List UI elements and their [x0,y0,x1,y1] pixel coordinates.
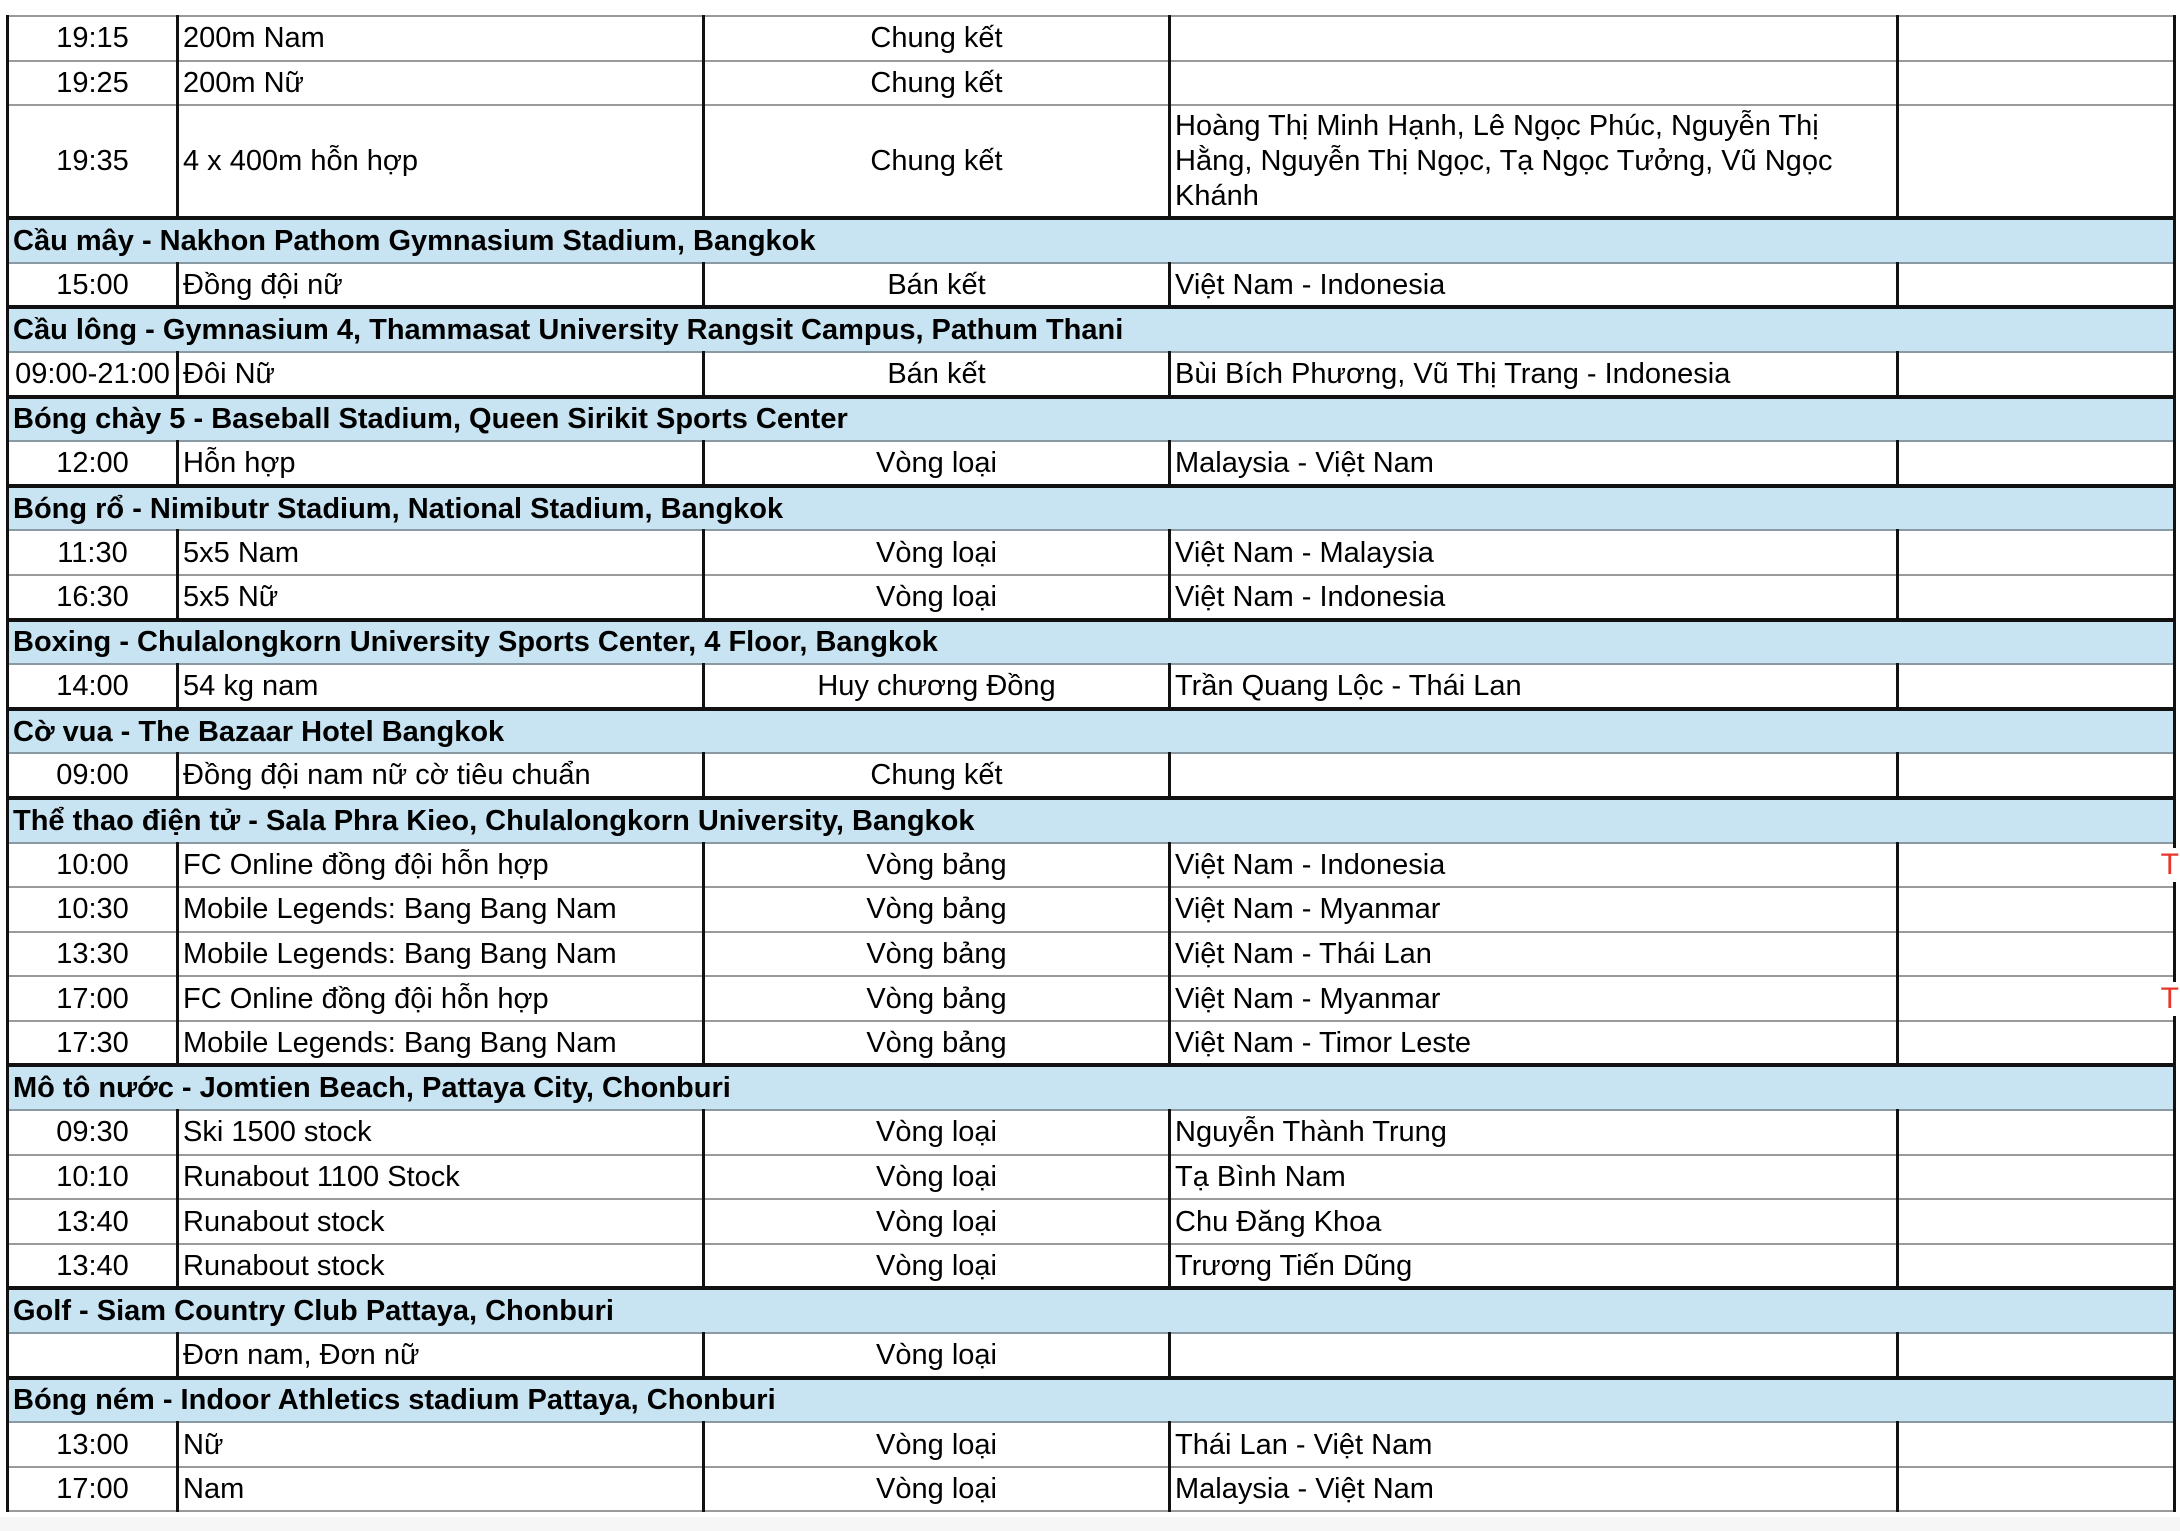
section-title-cell[interactable]: Thể thao điện tử - Sala Phra Kieo, Chulalongkorn University, Bangkok [8,798,2175,843]
cell-round[interactable]: Vòng loại [704,1333,1170,1378]
table-row [8,352,2175,397]
cell-athletes[interactable]: Hoàng Thị Minh Hạnh, Lê Ngọc Phúc, Nguyễn Thị Hằng, Nguyễn Thị Ngọc, Tạ Ngọc Tưởng, Vũ Ngọc Khánh [1170,105,1898,218]
cell-athletes[interactable]: Thái Lan - Việt Nam [1170,1422,1898,1467]
cell-note[interactable] [1898,575,2175,620]
cell-event[interactable]: Nam [178,1467,704,1512]
cell-note[interactable] [1898,753,2175,798]
cell-round[interactable]: Bán kết [704,263,1170,308]
cell-event[interactable]: Mobile Legends: Bang Bang Nam [178,887,704,932]
cell-event[interactable]: 54 kg nam [178,664,704,709]
cell-event[interactable]: Hỗn hợp [178,441,704,486]
cell-round[interactable]: Chung kết [704,753,1170,798]
cell-round[interactable]: Vòng loại [704,1422,1170,1467]
cell-note[interactable] [1898,1244,2175,1289]
schedule-table [6,15,2179,1512]
cell-time[interactable]: 19:35 [8,105,178,218]
cell-round[interactable]: Vòng bảng [704,843,1170,888]
cell-athletes[interactable]: Bùi Bích Phương, Vũ Thị Trang - Indonesia [1170,352,1898,397]
table-row [8,753,2175,798]
cell-event[interactable]: Đồng đội nam nữ cờ tiêu chuẩn [178,753,704,798]
cell-event[interactable]: 5x5 Nam [178,530,704,575]
cell-event[interactable]: FC Online đồng đội hỗn hợp [178,843,704,888]
schedule-table-body [8,16,2179,1511]
section-header-row [8,709,2175,754]
cell-note[interactable] [1898,105,2175,218]
cell-round[interactable]: Vòng bảng [704,932,1170,977]
cell-note[interactable] [1898,1110,2175,1155]
cell-event[interactable]: Runabout 1100 Stock [178,1155,704,1200]
table-row [8,887,2175,932]
cell-round[interactable]: Vòng loại [704,441,1170,486]
cell-time[interactable]: 10:30 [8,887,178,932]
cell-athletes[interactable] [1170,16,1898,61]
section-title-cell[interactable]: Boxing - Chulalongkorn University Sports Center, 4 Floor, Bangkok [8,620,2175,665]
cell-time[interactable]: 17:00 [8,1467,178,1512]
cell-athletes[interactable]: Trương Tiến Dũng [1170,1244,1898,1289]
cell-note[interactable] [1898,1333,2175,1378]
section-header-row [8,1065,2175,1110]
section-title-cell[interactable]: Bóng ném - Indoor Athletics stadium Pattaya, Chonburi [8,1378,2175,1423]
table-row [8,105,2175,218]
cell-note[interactable] [1898,61,2175,106]
table-row [8,932,2175,977]
cell-note[interactable] [1898,1199,2175,1244]
cell-time[interactable]: 17:30 [8,1021,178,1066]
table-row [8,1333,2175,1378]
cell-athletes[interactable]: Việt Nam - Thái Lan [1170,932,1898,977]
cell-note[interactable] [1898,352,2175,397]
cell-round[interactable]: Vòng loại [704,530,1170,575]
cell-round[interactable]: Vòng loại [704,1199,1170,1244]
cell-time[interactable]: 16:30 [8,575,178,620]
cell-time[interactable]: 11:30 [8,530,178,575]
cell-note[interactable] [1898,1467,2175,1512]
cell-event[interactable]: Đơn nam, Đơn nữ [178,1333,704,1378]
cell-time[interactable]: 19:25 [8,61,178,106]
cell-round[interactable]: Huy chương Đồng [704,664,1170,709]
table-row [8,843,2175,888]
cell-athletes[interactable]: Việt Nam - Myanmar [1170,887,1898,932]
sheet-background-below-table [0,1517,2180,1531]
cell-athletes[interactable]: Nguyễn Thành Trung [1170,1110,1898,1155]
section-title-cell[interactable]: Cờ vua - The Bazaar Hotel Bangkok [8,709,2175,754]
cell-athletes[interactable]: Việt Nam - Indonesia [1170,575,1898,620]
cell-round[interactable]: Vòng bảng [704,1021,1170,1066]
table-row [8,1467,2175,1512]
cell-round[interactable]: Vòng loại [704,1467,1170,1512]
cell-athletes[interactable] [1170,753,1898,798]
cell-time[interactable]: 09:30 [8,1110,178,1155]
section-title-cell[interactable]: Bóng rổ - Nimibutr Stadium, National Stadium, Bangkok [8,486,2175,531]
table-row [8,61,2175,106]
cell-event[interactable]: Đồng đội nữ [178,263,704,308]
cell-time[interactable]: 13:40 [8,1244,178,1289]
cell-time[interactable]: 13:30 [8,932,178,977]
cell-note[interactable] [1898,664,2175,709]
table-row [8,575,2175,620]
cell-time[interactable]: 12:00 [8,441,178,486]
table-row [8,976,2175,1021]
section-header-row [8,486,2175,531]
cell-round[interactable]: Vòng bảng [704,976,1170,1021]
cell-note[interactable] [1898,441,2175,486]
cell-note[interactable] [1898,1155,2175,1200]
cell-note[interactable] [1898,263,2175,308]
cell-time[interactable]: 19:15 [8,16,178,61]
cell-note[interactable] [1898,1021,2175,1066]
cell-time[interactable]: 09:00 [8,753,178,798]
cell-athletes[interactable] [1170,61,1898,106]
cell-athletes[interactable]: Việt Nam - Timor Leste [1170,1021,1898,1066]
cell-event[interactable]: 200m Nữ [178,61,704,106]
cell-round[interactable]: Chung kết [704,61,1170,106]
section-header-row [8,798,2175,843]
cell-round[interactable]: Vòng loại [704,1110,1170,1155]
table-row [8,1422,2175,1467]
cell-event[interactable]: FC Online đồng đội hỗn hợp [178,976,704,1021]
table-row [8,1021,2175,1066]
table-row [8,263,2175,308]
cell-athletes[interactable]: Malaysia - Việt Nam [1170,1467,1898,1512]
cell-event[interactable]: 4 x 400m hỗn hợp [178,105,704,218]
cell-round[interactable]: Vòng bảng [704,887,1170,932]
cell-athletes[interactable]: Chu Đăng Khoa [1170,1199,1898,1244]
cell-athletes[interactable]: Việt Nam - Indonesia [1170,263,1898,308]
cell-event[interactable]: 5x5 Nữ [178,575,704,620]
section-header-row [8,397,2175,442]
table-row [8,441,2175,486]
cell-athletes[interactable]: Việt Nam - Myanmar [1170,976,1898,1021]
table-row [8,664,2175,709]
table-row [8,1199,2175,1244]
cell-event[interactable]: Nữ [178,1422,704,1467]
cell-note[interactable] [1898,843,2179,888]
cell-athletes[interactable]: Việt Nam - Malaysia [1170,530,1898,575]
section-title-cell[interactable]: Bóng chày 5 - Baseball Stadium, Queen Sirikit Sports Center [8,397,2175,442]
cell-round[interactable]: Vòng loại [704,1155,1170,1200]
cell-athletes[interactable]: Malaysia - Việt Nam [1170,441,1898,486]
cell-time[interactable]: 09:00-21:00 [8,352,178,397]
cell-round[interactable]: Chung kết [704,105,1170,218]
cell-round[interactable]: Bán kết [704,352,1170,397]
cell-time[interactable] [8,1333,178,1378]
section-title-cell[interactable]: Mô tô nước - Jomtien Beach, Pattaya City, Chonburi [8,1065,2175,1110]
cell-time[interactable]: 15:00 [8,263,178,308]
cell-note[interactable] [1898,887,2175,932]
cell-time[interactable]: 14:00 [8,664,178,709]
cell-athletes[interactable]: Tạ Bình Nam [1170,1155,1898,1200]
cell-time[interactable]: 13:40 [8,1199,178,1244]
section-title-cell[interactable]: Golf - Siam Country Club Pattaya, Chonburi [8,1288,2175,1333]
cell-event[interactable]: Ski 1500 stock [178,1110,704,1155]
section-header-row [8,1378,2175,1423]
cell-round[interactable]: Chung kết [704,16,1170,61]
cell-note[interactable] [1898,1422,2175,1467]
table-row [8,1110,2175,1155]
cell-time[interactable]: 10:10 [8,1155,178,1200]
table-row [8,1155,2175,1200]
table-row [8,530,2175,575]
cell-note[interactable] [1898,932,2175,977]
table-row [8,16,2175,61]
cell-athletes[interactable]: Việt Nam - Indonesia [1170,843,1898,888]
section-title-cell[interactable]: Cầu mây - Nakhon Pathom Gymnasium Stadium, Bangkok [8,218,2175,263]
cell-event[interactable]: 200m Nam [178,16,704,61]
cell-note[interactable] [1898,530,2175,575]
truncated-text-marker: T [2160,981,2179,1015]
cell-athletes[interactable] [1170,1333,1898,1378]
cell-note[interactable] [1898,16,2175,61]
cell-event[interactable]: Runabout stock [178,1199,704,1244]
cell-event[interactable]: Runabout stock [178,1244,704,1289]
table-row [8,1244,2175,1289]
cell-note[interactable] [1898,976,2179,1021]
section-header-row [8,218,2175,263]
section-header-row [8,307,2175,352]
cell-round[interactable]: Vòng loại [704,575,1170,620]
truncated-text-marker: T [2160,847,2179,881]
section-header-row [8,620,2175,665]
cell-time[interactable]: 10:00 [8,843,178,888]
cell-time[interactable]: 13:00 [8,1422,178,1467]
cell-round[interactable]: Vòng loại [704,1244,1170,1289]
cell-athletes[interactable]: Trần Quang Lộc - Thái Lan [1170,664,1898,709]
cell-event[interactable]: Đôi Nữ [178,352,704,397]
cell-time[interactable]: 17:00 [8,976,178,1021]
section-header-row [8,1288,2175,1333]
section-title-cell[interactable]: Cầu lông - Gymnasium 4, Thammasat University Rangsit Campus, Pathum Thani [8,307,2175,352]
cell-event[interactable]: Mobile Legends: Bang Bang Nam [178,1021,704,1066]
cell-event[interactable]: Mobile Legends: Bang Bang Nam [178,932,704,977]
